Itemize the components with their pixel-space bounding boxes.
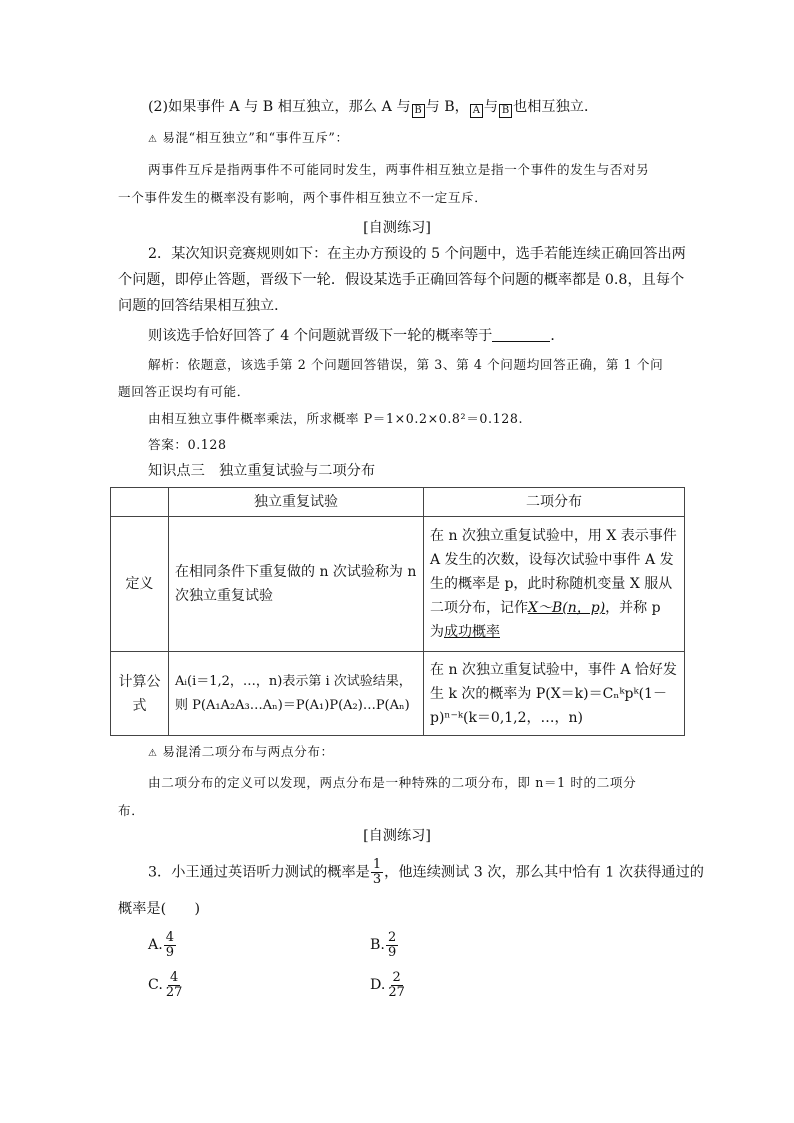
option-d-den: 27 [388,984,405,1000]
q3-frac-num: 1 [372,857,382,872]
q2-line1: 2．某次知识竞赛规则如下：在主办方预设的 5 个问题中，选手若能连续正确回答出两 [148,246,686,262]
header-binomial: 二项分布 [424,488,685,517]
point-2-mid2: 与 [483,99,499,115]
option-c[interactable] [148,970,185,1000]
definition-independent-trials: 在相同条件下重复做的 n 次试验称为 n 次独立重复试验 [169,517,424,652]
binomial-def-text2: ，并称 p 为 [430,600,661,640]
warning-icon: ⚠ [148,134,158,145]
success-probability-term: 成功概率 [444,624,500,640]
formula-binomial: 在 n 次独立重复试验中，事件 A 恰好发生 k 次的概率为 P(X＝k)＝Cₙᵏpᵏ(1－p)ⁿ⁻ᵏ(k＝0,1,2，…，n) [424,652,685,736]
option-d-num: 2 [392,969,401,985]
complement-box-a: A [470,104,483,118]
q2-line3: 问题的回答结果相互独立． [118,298,289,314]
solution-line1: 解析：依题意，该选手第 2 个问题回答错误，第 3、第 4 个问题均回答正确，第 1 个问 [148,357,664,372]
binomial-notation: X～B(n，p) [528,600,606,616]
header-independent-trials: 独立重复试验 [169,488,424,517]
binomial-def-text: 在 n 次独立重复试验中，用 X 表示事件 A 发生的次数，设每次试验中事件 A 发生的概率是 p，此时称随机变量 X 服从二项分布，记作 [430,528,677,616]
warning-2 [148,742,334,764]
knowledge-point-3-title: 知识点三 独立重复试验与二项分布 [148,463,376,479]
option-b[interactable] [370,930,399,960]
option-a-letter: A. [148,937,163,953]
complement-box-b: B [412,104,425,118]
complement-box-b2: B [499,104,512,118]
formula-line2: 则 P(A₁A₂A₃…Aₙ)＝P(A₁)P(A₂)…P(Aₙ) [175,697,410,713]
q2-line2: 个问题，即停止答题，晋级下一轮．假设某选手正确回答每个问题的概率都是 0.8，且每个 [118,272,685,288]
option-a-fraction [164,931,176,960]
q3-frac-den: 3 [372,872,382,887]
warning-icon: ⚠ [148,748,158,759]
row-label-definition: 定义 [111,517,169,652]
warning-2-title: 易混淆二项分布与两点分布： [162,744,334,759]
q3-line1 [148,858,704,887]
option-a-num: 4 [165,929,175,945]
q2-line4 [148,326,565,346]
option-a-den: 9 [165,944,175,960]
option-a[interactable] [148,930,177,960]
q3-text-a: 3．小王通过英语听力测试的概率是 [148,864,370,881]
point-2-end: 也相互独立． [513,99,599,115]
point-2-statement [148,97,598,118]
q2-question: 则该选手恰好回答了 4 个问题就晋级下一轮的概率等于 [148,328,493,344]
q3-line2: 概率是( ) [118,901,201,917]
point-2-text: (2)如果事件 A 与 B 相互独立，那么 A 与 [148,99,411,115]
option-b-den: 9 [387,944,397,960]
formula-line1: Aᵢ(i＝1,2，…，n)表示第 i 次试验结果， [175,673,412,689]
selftest-heading-1: [自测练习] [363,220,431,236]
option-d-letter: D. [370,977,386,993]
definition-binomial [424,517,685,652]
answer-blank[interactable] [492,327,550,342]
warning-1 [148,128,349,150]
solution-line2: 题回答正误均有可能． [118,384,250,399]
option-c-num: 4 [169,969,179,985]
warning-2-line2: 布． [118,803,145,818]
q3-fraction [371,858,383,887]
row-label-formula: 计算公式 [111,652,169,736]
option-c-letter: C. [148,977,163,993]
answer-line: 答案：0.128 [148,437,227,452]
point-2-mid: 与 B， [425,99,469,115]
option-b-num: 2 [387,929,397,945]
option-c-den: 27 [165,984,183,1000]
option-d-fraction [386,971,407,1000]
formula-independent-trials [169,652,424,736]
q3-text-b: ，他连续测试 3 次，那么其中恰有 1 次获得通过的 [384,864,704,881]
option-b-letter: B. [370,937,385,953]
option-b-fraction [386,931,398,960]
comparison-table [110,487,685,736]
warning-1-line2: 一个事件发生的概率没有影响，两个事件相互独立不一定互斥． [118,190,488,205]
q2-period: ． [550,328,565,344]
solution-line3: 由相互独立事件概率乘法，所求概率 P＝1×0.2×0.8²＝0.128. [148,411,524,426]
warning-1-line1: 两事件互斥是指两事件不可能同时发生，两事件相互独立是指一个事件的发生与否对另 [148,162,650,177]
table-corner-cell [111,488,169,517]
warning-2-line1: 由二项分布的定义可以发现，两点分布是一种特殊的二项分布，即 n＝1 时的二项分 [148,775,637,790]
selftest-heading-2: [自测练习] [363,828,431,844]
option-c-fraction [164,971,185,1000]
option-d[interactable] [370,970,408,1000]
warning-1-title: 易混“相互独立”和“事件互斥”： [162,130,349,145]
